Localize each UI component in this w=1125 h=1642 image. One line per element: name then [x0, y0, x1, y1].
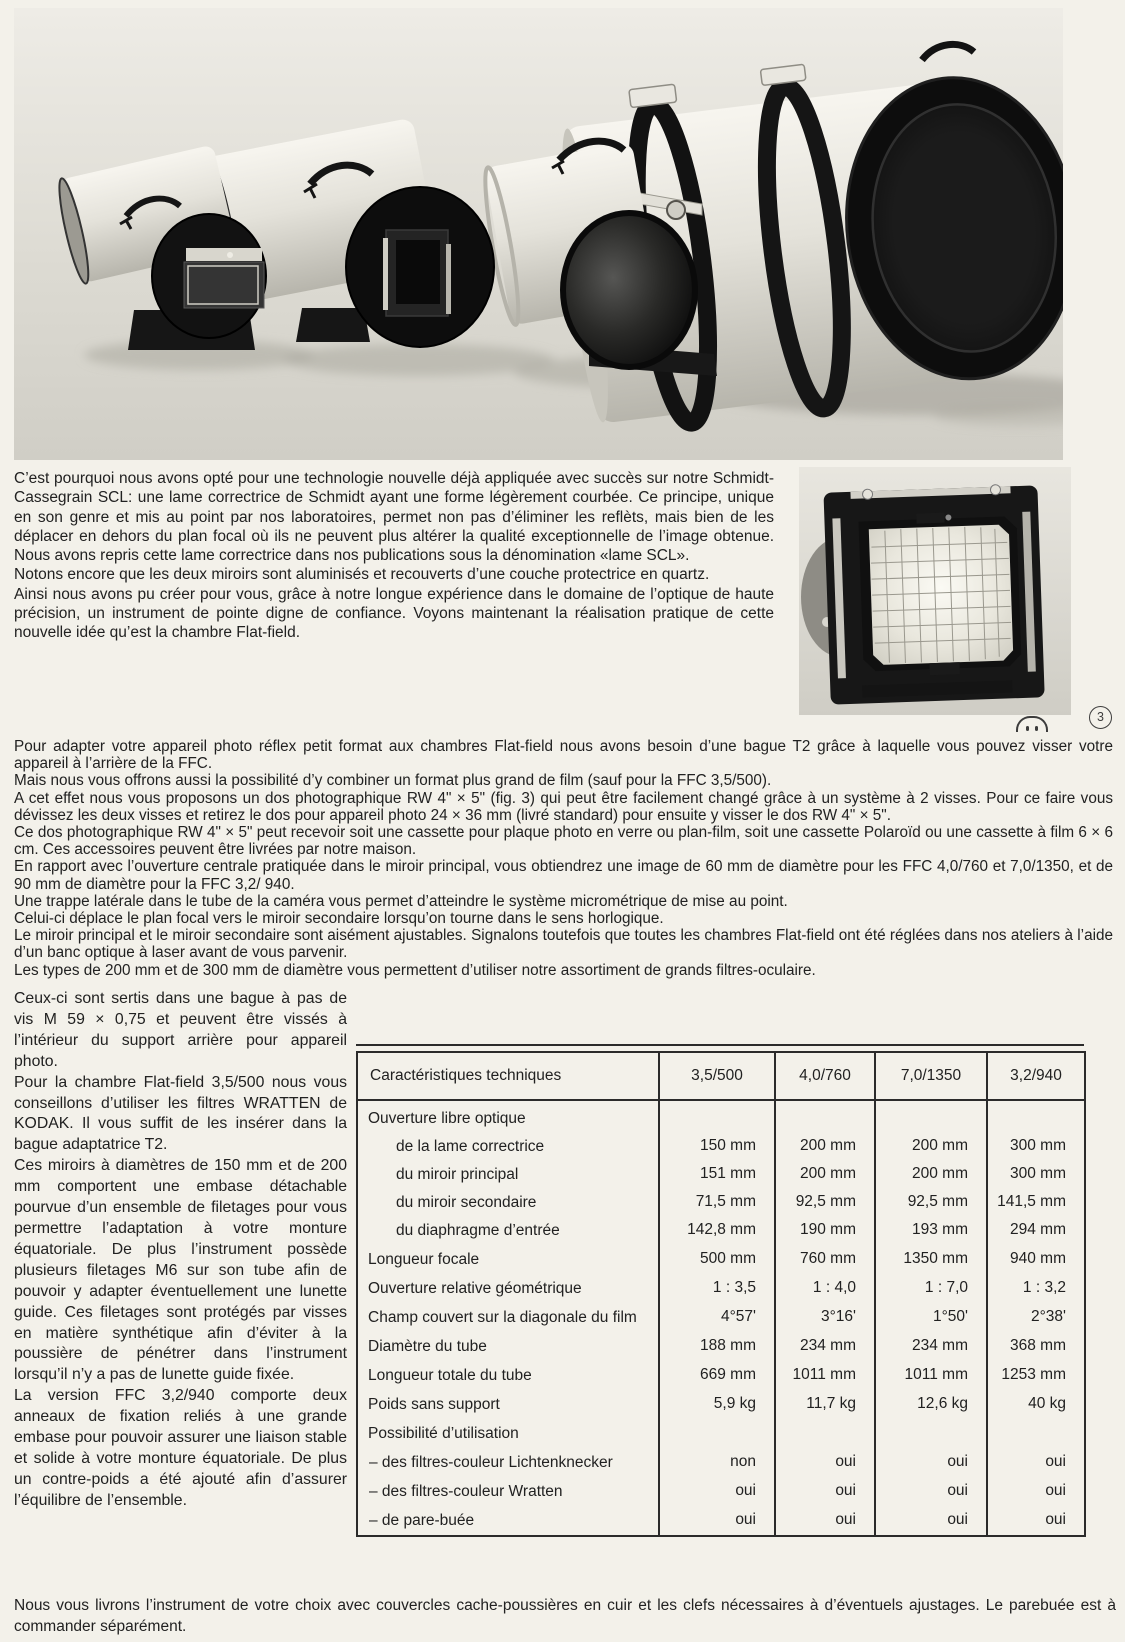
- left-column-text: [14, 989, 347, 1512]
- table-title: Caractéristiques techniques: [357, 1052, 659, 1100]
- paragraph: La version FFC 3,2/940 comporte deux anneaux de fixation reliés à une grande embase pour pouvoir assurer une liaison stable et solide à votre monture équatoriale. De plus un contre-poids a été ajouté afin d’assurer l’équilibre de l’ensemble.: [14, 1387, 347, 1509]
- paragraph: C’est pourquoi nous avons opté pour une technologie nouvelle déjà appliquée avec succès sur notre Schmidt-Cassegrain SCL: une lame correctrice de Schmidt ayant une forme légèrement courbée. Ce principe, unique en son genre et mis au point par nos laboratoires, permet non pas d’éliminer les reflèts, mais bien de les déplacer en dehors du plan focal où ils ne peuvent plus altérer la qualité exceptionnelle de l’image obtenue. Nous avons repris cette lame correctrice dans nos publications sous la dénomination «lame SCL».: [14, 470, 774, 565]
- telescopes-photo: [14, 8, 1063, 460]
- paragraph: A cet effet nous vous proposons un dos photographique RW 4" × 5" (fig. 3) qui peut être facilement changé grâce à un système à 2 visses. Pour ce faire vous dévissez les deux visses et retirez le dos pour appareil photo 24 × 36 mm (livré standard) pour ensuite y visser le dos RW 4" × 5".: [14, 789, 1113, 824]
- table-row: du miroir secondaire 71,5 mm 92,5 mm 92,5 mm 141,5 mm: [357, 1189, 1085, 1217]
- table-row: Longueur focale 500 mm 760 mm 1350 mm 940 mm: [357, 1245, 1085, 1274]
- partial-circle-artifact: [1016, 716, 1048, 732]
- table-row: Poids sans support 5,9 kg 11,7 kg 12,6 kg 40 kg: [357, 1390, 1085, 1419]
- artifact-dot: [1026, 726, 1029, 731]
- row-label: Possibilité d’utilisation: [368, 1425, 519, 1442]
- paragraph: Nous vous livrons l’instrument de votre choix avec couvercles cache-poussières en cuir et les clefs nécessaires à d’éventuels ajustages. Le parebuée est à commander séparément.: [14, 1597, 1116, 1635]
- spec-table: [356, 1051, 1086, 1537]
- telescopes-photo-illustration: [14, 8, 1063, 460]
- table-row: Diamètre du tube 188 mm 234 mm 234 mm 368 mm: [357, 1332, 1085, 1361]
- table-header-row: [357, 1052, 1085, 1100]
- paragraph: Ces miroirs à diamètres de 150 mm et de 200 mm comportent une embase détachable pourvue d’un ensemble de filetages pour vous permettre l’adaptation à votre monture équatoriale. De plus l’instrument possède plusieurs filetages M6 sur son tube afin de pouvoir y adapter éventuellement une lunette guide. Ces filetages sont protégés par visses en matière synthétique afin d’éviter à la poussière de pénétrer dans l’instrument lorsqu’il n’y a pas de lunette guide fixée.: [14, 1157, 347, 1384]
- column-header: 3,2/940: [987, 1052, 1085, 1100]
- row-label: – des filtres-couleur Wratten: [369, 1483, 563, 1500]
- row-label: – de pare-buée: [369, 1512, 475, 1529]
- paragraph: Les types de 200 mm et de 300 mm de diamètre vous permettent d’utiliser notre assortiment de grands filtres-oculaire.: [14, 961, 816, 979]
- row-label: du miroir principal: [396, 1166, 519, 1183]
- paragraph: Ce dos photographique RW 4" × 5" peut recevoir soit une cassette pour plaque photo en verre ou plan-film, soit une cassette Polaroïd ou une cassette à film 6 × 6 cm. Ces accessoires peuvent être livrées par notre maison.: [14, 824, 1113, 859]
- footer-text: [14, 1596, 1116, 1637]
- spec-table-container: [356, 1044, 1084, 1537]
- paragraph: Une trappe latérale dans le tube de la caméra vous permet d’atteindre le système micrométrique de mise au point.: [14, 892, 788, 910]
- camera-back-illustration: [799, 467, 1071, 715]
- table-row: [357, 1100, 1085, 1133]
- paragraph: Celui-ci déplace le plan focal vers le miroir secondaire lorsqu’on tourne dans le sens horlogique.: [14, 910, 664, 928]
- table-row: – des filtres-couleur Lichtenknecker non oui oui oui: [357, 1448, 1085, 1477]
- table-row: du diaphragme d’entrée 142,8 mm 190 mm 193 mm 294 mm: [357, 1217, 1085, 1245]
- camera-back-photo: [799, 467, 1071, 715]
- table-top-rule: [356, 1044, 1084, 1046]
- row-label: Longueur focale: [368, 1251, 480, 1268]
- table-row: de la lame correctrice 150 mm 200 mm 200 mm 300 mm: [357, 1133, 1085, 1161]
- figure-3-callout: 3: [1089, 706, 1112, 729]
- paragraph: Notons encore que les deux miroirs sont aluminisés et recouverts d’une couche protectrice en quartz.: [14, 566, 710, 584]
- row-label: Diamètre du tube: [368, 1338, 487, 1355]
- column-header: 3,5/500: [659, 1052, 775, 1100]
- row-label: de la lame correctrice: [396, 1138, 545, 1155]
- row-label: Ouverture libre optique: [368, 1110, 526, 1127]
- table-row: – des filtres-couleur Wratten oui oui oui oui: [357, 1477, 1085, 1506]
- paragraph: Pour adapter votre appareil photo réflex petit format aux chambres Flat-field nous avons besoin d’une bague T2 grâce à laquelle vous pouvez visser votre appareil à l’arrière de la FFC.: [14, 738, 1113, 773]
- body-text: [14, 738, 1113, 979]
- back-frame: [823, 483, 1044, 704]
- row-label: – des filtres-couleur Lichtenknecker: [369, 1454, 613, 1471]
- table-row: Longueur totale du tube 669 mm 1011 mm 1011 mm 1253 mm: [357, 1361, 1085, 1390]
- row-label: Poids sans support: [368, 1396, 500, 1413]
- table-row: Ouverture relative géométrique 1 : 3,5 1 : 4,0 1 : 7,0 1 : 3,2: [357, 1274, 1085, 1303]
- table-row: – de pare-buée oui oui oui oui: [357, 1506, 1085, 1536]
- artifact-dot: [1035, 726, 1038, 731]
- row-label: du miroir secondaire: [396, 1194, 537, 1211]
- paragraph: Ainsi nous avons pu créer pour vous, grâce à notre longue expérience dans le domaine de l’optique de haute précision, un instrument de pointe digne de confiance. Voyons maintenant la réalisation pratique de cette nouvelle idée qu’est la chambre Flat-field.: [14, 585, 774, 642]
- paragraph: Pour la chambre Flat-field 3,5/500 nous vous conseillons d’utiliser les filtres WRATTEN de KODAK. Il vous suffit de les insérer dans la bague adaptatrice T2.: [14, 1073, 347, 1154]
- table-row: du miroir principal 151 mm 200 mm 200 mm 300 mm: [357, 1161, 1085, 1189]
- row-label: du diaphragme d’entrée: [396, 1222, 560, 1239]
- column-header: 4,0/760: [775, 1052, 875, 1100]
- paragraph: Ceux-ci sont sertis dans une bague à pas de vis M 59 × 0,75 et peuvent être vissés à l’intérieur du support arrière pour appareil photo.: [14, 990, 347, 1070]
- row-label: Ouverture relative géométrique: [368, 1280, 582, 1297]
- paragraph: Mais nous vous offrons aussi la possibilité d’y combiner un format plus grand de film (sauf pour la FFC 3,5/500).: [14, 772, 772, 790]
- intro-text: [14, 469, 774, 643]
- paragraph: Le miroir principal et le miroir secondaire sont aisément ajustables. Signalons toutefois que toutes les chambres Flat-field ont été réglées dans nos ateliers à l’aide d’un banc optique à laser avant de vous parvenir.: [14, 927, 1113, 962]
- row-label: Longueur totale du tube: [368, 1367, 532, 1384]
- table-row: Champ couvert sur la diagonale du film 4°57' 3°16' 1°50' 2°38': [357, 1303, 1085, 1332]
- paragraph: En rapport avec l’ouverture centrale pratiquée dans le miroir principal, vous obtiendrez une image de 60 mm de diamètre pour les FFC 4,0/760 et 7,0/1350, et de 90 mm de diamètre pour la FFC 3,2/ 940.: [14, 858, 1113, 893]
- column-header: 7,0/1350: [875, 1052, 987, 1100]
- table-row: [357, 1419, 1085, 1448]
- row-label: Champ couvert sur la diagonale du film: [368, 1309, 637, 1326]
